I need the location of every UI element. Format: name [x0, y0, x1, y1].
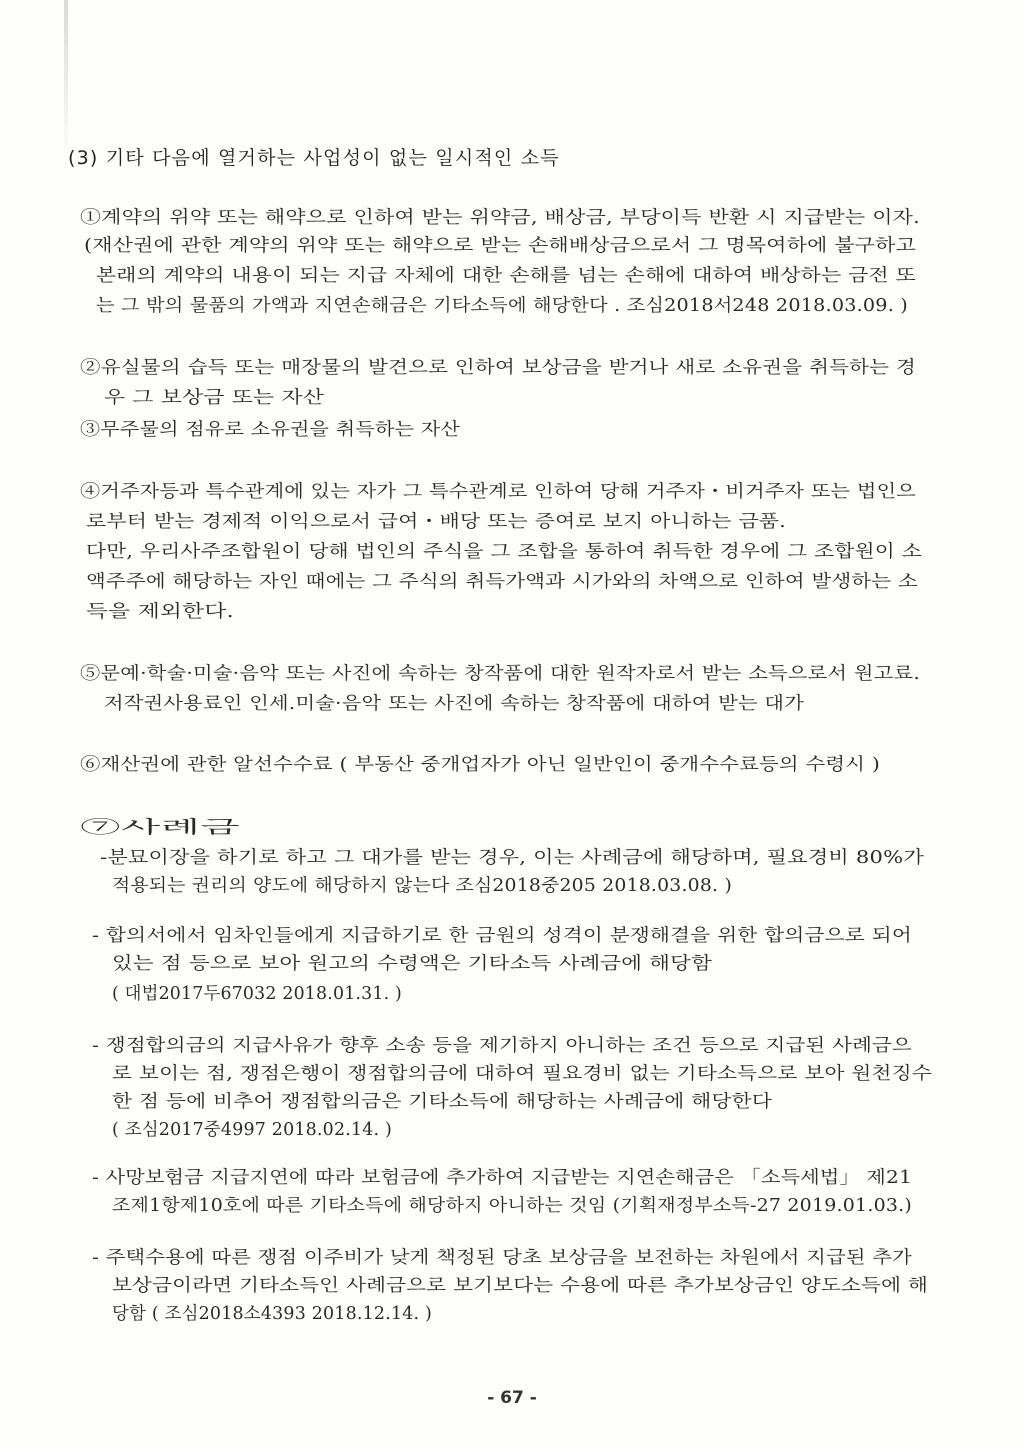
text-line: ②유실물의 습득 또는 매장물의 발견으로 인하여 보상금을 받거나 새로 소유권을 취득하는 경 — [80, 358, 917, 378]
text-line: -분묘이장을 하기로 하고 그 대가를 받는 경우, 이는 사례금에 해당하며, 필요경비 80%가 — [100, 848, 924, 868]
text-line: - 합의서에서 임차인들에게 지급하기로 한 금원의 성격이 분쟁해결을 위한 합의금으로 되어 — [92, 926, 912, 946]
text-line: 있는 점 등으로 보아 원고의 수령액은 기타소득 사례금에 해당함 — [112, 954, 712, 974]
text-line: 는 그 밖의 물품의 가액과 지연손해금은 기타소득에 해당한다 . 조심2018서248 2018.03.09. ) — [96, 296, 908, 316]
text-line: ⑤문예·학술·미술·음악 또는 사진에 속하는 창작품에 대한 원작자로서 받는 소득으로서 원고료. — [80, 664, 920, 684]
text-line: 액주주에 해당하는 자인 때에는 그 주식의 취득가액과 시가와의 차액으로 인하여 발생하는 소 — [86, 572, 918, 592]
text-line: 한 점 등에 비추어 쟁점합의금은 기타소득에 해당하는 사례금에 해당한다 — [112, 1092, 772, 1112]
text-line: - 주택수용에 따른 쟁점 이주비가 낮게 책정된 당초 보상금을 보전하는 차원에서 지급된 추가 — [92, 1248, 912, 1268]
text-line: 다만, 우리사주조합원이 당해 법인의 주식을 그 조합을 통하여 취득한 경우에 그 조합원이 소 — [86, 542, 922, 562]
text-line: 득을 제외한다. — [86, 602, 234, 622]
text-line: 우 그 보상금 또는 자산 — [104, 388, 324, 408]
text-line: 적용되는 권리의 양도에 해당하지 않는다 조심2018중205 2018.03.08. ) — [112, 876, 732, 896]
text-line: (재산권에 관한 계약의 위약 또는 해약으로 받는 손해배상금으로서 그 명목여하에 불구하고 — [84, 236, 916, 256]
section-heading: (3) 기타 다음에 열거하는 사업성이 없는 일시적인 소득 — [68, 147, 560, 169]
text-line: 저작권사용료인 인세.미술·음악 또는 사진에 속하는 창작품에 대하여 받는 대가 — [104, 694, 804, 714]
text-line: ③무주물의 점유로 소유권을 취득하는 자산 — [80, 420, 460, 440]
text-line: ( 대법2017두67032 2018.01.31. ) — [112, 984, 402, 1004]
text-line: ( 조심2017중4997 2018.02.14. ) — [112, 1120, 392, 1140]
text-line: 당함 ( 조심2018소4393 2018.12.14. ) — [112, 1304, 432, 1324]
scan-edge — [64, 0, 68, 160]
text-line: - 사망보험금 지급지연에 따라 보험금에 추가하여 지급받는 지연손해금은 「소득세법」 제21 — [92, 1168, 912, 1188]
text-line: 조제1항제10호에 따른 기타소득에 해당하지 아니하는 것임 (기획재정부소득-27 2019.01.03.) — [112, 1196, 913, 1216]
text-line: ①계약의 위약 또는 해약으로 인하여 받는 위약금, 배상금, 부당이득 반환 시 지급받는 이자. — [80, 208, 920, 228]
text-line: 로부터 받는 경제적 이익으로서 급여・배당 또는 증여로 보지 아니하는 금품. — [86, 512, 786, 532]
text-line: 로 보이는 점, 쟁점은행이 쟁점합의금에 대하여 필요경비 없는 기타소득으로 보아 원천징수 — [112, 1064, 932, 1084]
text-line: 보상금이라면 기타소득인 사례금으로 보기보다는 수용에 따른 추가보상금인 양도소득에 해 — [112, 1276, 928, 1296]
text-line: - 쟁점합의금의 지급사유가 향후 소송 등을 제기하지 아니하는 조건 등으로 지급된 사례금으 — [92, 1036, 913, 1056]
text-line: 본래의 계약의 내용이 되는 지급 자체에 대한 손해를 넘는 손해에 대하여 배상하는 금전 또 — [96, 266, 916, 286]
text-line: ⑦사례금 — [80, 818, 240, 838]
page-number: - 67 - — [487, 1388, 537, 1408]
text-line: ④거주자등과 특수관계에 있는 자가 그 특수관계로 인하여 당해 거주자・비거주자 또는 법인으 — [80, 482, 916, 502]
text-line: ⑥재산권에 관한 알선수수료 ( 부동산 중개업자가 아닌 일반인이 중개수수료등의 수령시 ) — [80, 755, 880, 775]
